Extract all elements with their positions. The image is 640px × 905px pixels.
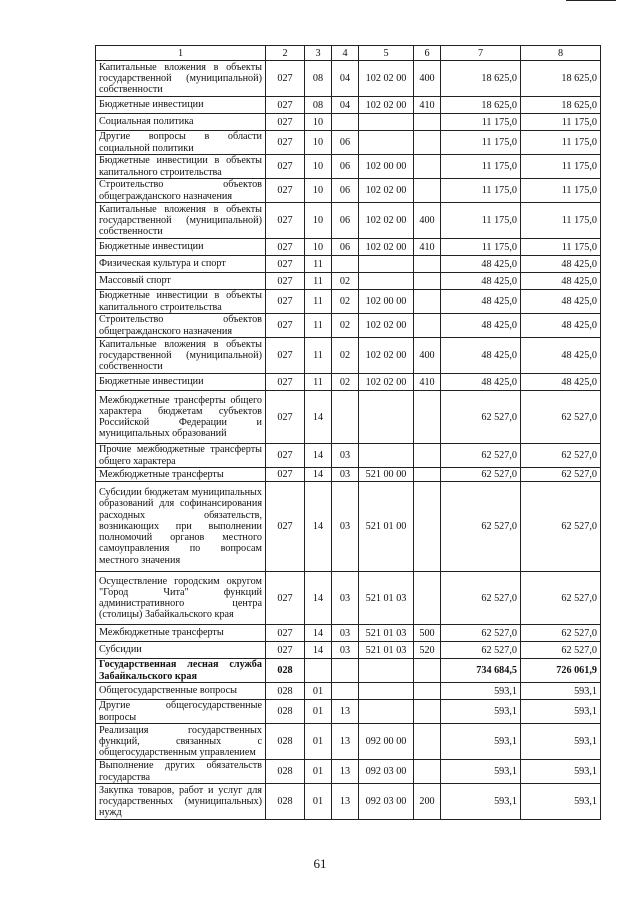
row-c8-cell: 11 175,0 (521, 239, 601, 256)
row-c4-cell: 02 (332, 290, 359, 314)
row-c5-cell: 521 01 03 (359, 625, 414, 642)
row-c5-cell: 092 00 00 (359, 724, 414, 760)
row-name-cell: Государственная лесная служба Забайкальского края (96, 659, 266, 683)
row-c3-cell: 01 (305, 784, 332, 820)
row-c5-cell (359, 131, 414, 155)
row-c7-cell: 62 527,0 (441, 572, 521, 625)
row-c5-cell (359, 700, 414, 724)
table-row (96, 155, 601, 179)
row-c4-cell: 04 (332, 97, 359, 114)
row-c2-cell: 027 (266, 482, 305, 572)
table-row (96, 179, 601, 203)
row-c2-cell: 027 (266, 155, 305, 179)
table-row (96, 61, 601, 97)
row-c8-cell: 62 527,0 (521, 642, 601, 659)
row-c3-cell: 01 (305, 724, 332, 760)
row-c2-cell: 027 (266, 239, 305, 256)
row-c6-cell (414, 256, 441, 273)
row-c6-cell (414, 659, 441, 683)
table-row (96, 314, 601, 338)
row-c8-cell: 593,1 (521, 760, 601, 784)
row-c7-cell: 48 425,0 (441, 338, 521, 374)
row-c4-cell: 03 (332, 642, 359, 659)
row-c5-cell: 102 02 00 (359, 179, 414, 203)
row-c7-cell: 48 425,0 (441, 273, 521, 290)
row-c6-cell: 410 (414, 374, 441, 391)
row-c5-cell: 521 01 03 (359, 642, 414, 659)
row-c3-cell: 10 (305, 114, 332, 131)
row-c8-cell: 593,1 (521, 724, 601, 760)
row-c6-cell: 400 (414, 61, 441, 97)
row-name-cell: Бюджетные инвестиции (96, 374, 266, 391)
row-c3-cell: 11 (305, 374, 332, 391)
row-c8-cell: 11 175,0 (521, 114, 601, 131)
row-name-cell: Прочие межбюджетные трансферты общего характера (96, 444, 266, 468)
table-row (96, 784, 601, 820)
row-name-cell: Строительство объектов общегражданского назначения (96, 314, 266, 338)
row-c5-cell: 102 02 00 (359, 374, 414, 391)
row-c8-cell: 62 527,0 (521, 391, 601, 444)
row-c4-cell: 02 (332, 273, 359, 290)
table-row (96, 482, 601, 572)
row-c2-cell: 027 (266, 273, 305, 290)
row-name-cell: Строительство объектов общегражданского назначения (96, 179, 266, 203)
row-c6-cell: 520 (414, 642, 441, 659)
table-row (96, 273, 601, 290)
row-c3-cell: 11 (305, 314, 332, 338)
row-c3-cell: 08 (305, 61, 332, 97)
row-c2-cell: 027 (266, 374, 305, 391)
row-c2-cell: 027 (266, 338, 305, 374)
row-c6-cell: 500 (414, 625, 441, 642)
row-c4-cell: 13 (332, 760, 359, 784)
row-c2-cell: 027 (266, 625, 305, 642)
row-c2-cell: 027 (266, 642, 305, 659)
table-row (96, 239, 601, 256)
table-row (96, 290, 601, 314)
row-c8-cell: 48 425,0 (521, 256, 601, 273)
row-c2-cell: 027 (266, 444, 305, 468)
row-c4-cell (332, 659, 359, 683)
row-c5-cell: 102 02 00 (359, 203, 414, 239)
row-c6-cell: 400 (414, 338, 441, 374)
row-c4-cell (332, 683, 359, 700)
row-name-cell: Межбюджетные трансферты (96, 625, 266, 642)
row-name-cell: Межбюджетные трансферты общего характера бюджетам субъектов Российской Федерации и муниципальных образований (96, 391, 266, 444)
page-number: 61 (313, 856, 327, 871)
row-c5-cell (359, 683, 414, 700)
row-c6-cell (414, 482, 441, 572)
table-row (96, 642, 601, 659)
row-c5-cell (359, 444, 414, 468)
row-c4-cell: 13 (332, 724, 359, 760)
row-name-cell: Бюджетные инвестиции (96, 239, 266, 256)
row-c5-cell (359, 114, 414, 131)
row-c2-cell: 027 (266, 256, 305, 273)
row-c5-cell (359, 273, 414, 290)
row-c4-cell: 06 (332, 131, 359, 155)
row-c3-cell: 01 (305, 760, 332, 784)
row-c2-cell: 027 (266, 131, 305, 155)
row-c4-cell: 04 (332, 61, 359, 97)
row-c8-cell: 62 527,0 (521, 468, 601, 482)
row-c2-cell: 028 (266, 700, 305, 724)
row-c6-cell (414, 468, 441, 482)
row-name-cell: Массовый спорт (96, 273, 266, 290)
row-c2-cell: 028 (266, 683, 305, 700)
row-c5-cell (359, 659, 414, 683)
row-c3-cell: 14 (305, 468, 332, 482)
header-cell: 5 (359, 46, 414, 61)
row-c7-cell: 11 175,0 (441, 203, 521, 239)
row-c5-cell: 521 01 03 (359, 572, 414, 625)
row-c2-cell: 027 (266, 179, 305, 203)
table-row (96, 374, 601, 391)
row-c6-cell (414, 444, 441, 468)
row-c7-cell: 593,1 (441, 700, 521, 724)
row-c2-cell: 027 (266, 203, 305, 239)
row-c6-cell (414, 760, 441, 784)
row-c8-cell: 62 527,0 (521, 444, 601, 468)
row-name-cell: Бюджетные инвестиции (96, 97, 266, 114)
row-c5-cell: 102 02 00 (359, 338, 414, 374)
row-c2-cell: 028 (266, 784, 305, 820)
row-c7-cell: 62 527,0 (441, 482, 521, 572)
row-c2-cell: 027 (266, 61, 305, 97)
row-c8-cell: 11 175,0 (521, 131, 601, 155)
row-name-cell: Общегосударственные вопросы (96, 683, 266, 700)
row-c6-cell (414, 273, 441, 290)
table-row (96, 391, 601, 444)
row-c7-cell: 734 684,5 (441, 659, 521, 683)
table-row (96, 203, 601, 239)
row-c6-cell: 200 (414, 784, 441, 820)
row-c3-cell: 11 (305, 256, 332, 273)
row-c2-cell: 027 (266, 97, 305, 114)
row-c8-cell: 11 175,0 (521, 179, 601, 203)
row-c3-cell: 14 (305, 391, 332, 444)
row-c7-cell: 11 175,0 (441, 131, 521, 155)
row-c7-cell: 593,1 (441, 760, 521, 784)
row-name-cell: Другие общегосударственные вопросы (96, 700, 266, 724)
row-c5-cell (359, 256, 414, 273)
row-c3-cell: 10 (305, 239, 332, 256)
table-row (96, 97, 601, 114)
row-c7-cell: 11 175,0 (441, 114, 521, 131)
row-c8-cell: 62 527,0 (521, 572, 601, 625)
row-c4-cell: 02 (332, 314, 359, 338)
row-name-cell: Бюджетные инвестиции в объекты капитального строительства (96, 155, 266, 179)
row-c7-cell: 18 625,0 (441, 61, 521, 97)
row-c5-cell: 092 03 00 (359, 784, 414, 820)
row-c6-cell (414, 700, 441, 724)
row-c6-cell (414, 155, 441, 179)
row-c4-cell: 03 (332, 482, 359, 572)
row-name-cell: Капитальные вложения в объекты государственной (муниципальной) собственности (96, 203, 266, 239)
header-cell: 7 (441, 46, 521, 61)
row-c5-cell: 102 00 00 (359, 155, 414, 179)
row-c6-cell: 410 (414, 239, 441, 256)
row-c6-cell (414, 314, 441, 338)
row-c2-cell: 028 (266, 659, 305, 683)
header-cell: 3 (305, 46, 332, 61)
row-c6-cell (414, 572, 441, 625)
row-c3-cell: 10 (305, 203, 332, 239)
row-c5-cell: 102 02 00 (359, 97, 414, 114)
row-name-cell: Другие вопросы в области социальной политики (96, 131, 266, 155)
row-c4-cell: 13 (332, 700, 359, 724)
row-name-cell: Выполнение других обязательств государства (96, 760, 266, 784)
header-cell: 1 (96, 46, 266, 61)
row-c4-cell (332, 391, 359, 444)
row-c8-cell: 48 425,0 (521, 290, 601, 314)
row-name-cell: Субсидии (96, 642, 266, 659)
row-c8-cell: 593,1 (521, 700, 601, 724)
table-row (96, 256, 601, 273)
row-name-cell: Капитальные вложения в объекты государственной (муниципальной) собственности (96, 338, 266, 374)
row-c2-cell: 027 (266, 114, 305, 131)
row-c4-cell: 13 (332, 784, 359, 820)
row-c4-cell: 03 (332, 468, 359, 482)
row-c8-cell: 593,1 (521, 784, 601, 820)
row-c6-cell (414, 724, 441, 760)
table-row (96, 683, 601, 700)
row-c3-cell: 08 (305, 97, 332, 114)
row-c3-cell: 14 (305, 572, 332, 625)
row-c3-cell: 10 (305, 131, 332, 155)
row-c8-cell: 593,1 (521, 683, 601, 700)
row-c6-cell: 410 (414, 97, 441, 114)
row-c7-cell: 593,1 (441, 784, 521, 820)
header-cell: 8 (521, 46, 601, 61)
row-c7-cell: 62 527,0 (441, 444, 521, 468)
row-c5-cell (359, 391, 414, 444)
row-c4-cell: 02 (332, 338, 359, 374)
row-c3-cell: 10 (305, 155, 332, 179)
row-c2-cell: 027 (266, 572, 305, 625)
row-c5-cell: 521 00 00 (359, 468, 414, 482)
table-row (96, 444, 601, 468)
row-c7-cell: 11 175,0 (441, 155, 521, 179)
budget-table (95, 45, 601, 820)
row-c3-cell (305, 659, 332, 683)
row-c5-cell: 521 01 00 (359, 482, 414, 572)
row-c8-cell: 18 625,0 (521, 97, 601, 114)
row-c7-cell: 48 425,0 (441, 290, 521, 314)
row-c3-cell: 11 (305, 290, 332, 314)
row-name-cell: Физическая культура и спорт (96, 256, 266, 273)
table-row (96, 338, 601, 374)
row-c8-cell: 48 425,0 (521, 338, 601, 374)
row-c5-cell: 102 02 00 (359, 239, 414, 256)
row-c6-cell (414, 391, 441, 444)
row-c6-cell (414, 683, 441, 700)
row-c8-cell: 62 527,0 (521, 625, 601, 642)
row-c7-cell: 11 175,0 (441, 239, 521, 256)
row-c6-cell (414, 179, 441, 203)
row-c5-cell: 102 00 00 (359, 290, 414, 314)
row-c7-cell: 48 425,0 (441, 374, 521, 391)
row-c8-cell: 48 425,0 (521, 273, 601, 290)
row-c3-cell: 01 (305, 683, 332, 700)
row-name-cell: Социальная политика (96, 114, 266, 131)
row-c6-cell (414, 131, 441, 155)
row-c4-cell: 06 (332, 155, 359, 179)
row-c7-cell: 62 527,0 (441, 625, 521, 642)
header-cell: 2 (266, 46, 305, 61)
row-c8-cell: 18 625,0 (521, 61, 601, 97)
row-c7-cell: 593,1 (441, 724, 521, 760)
row-c3-cell: 10 (305, 179, 332, 203)
row-c8-cell: 48 425,0 (521, 314, 601, 338)
row-c7-cell: 11 175,0 (441, 179, 521, 203)
row-c6-cell: 400 (414, 203, 441, 239)
row-c4-cell: 06 (332, 239, 359, 256)
header-row (96, 46, 601, 61)
row-c7-cell: 62 527,0 (441, 391, 521, 444)
row-c4-cell: 06 (332, 203, 359, 239)
row-c6-cell (414, 290, 441, 314)
row-name-cell: Закупка товаров, работ и услуг для государственных (муниципальных) нужд (96, 784, 266, 820)
row-c3-cell: 14 (305, 642, 332, 659)
table-row (96, 700, 601, 724)
row-c2-cell: 027 (266, 314, 305, 338)
table-row (96, 468, 601, 482)
row-c7-cell: 48 425,0 (441, 256, 521, 273)
row-name-cell: Осуществление городским округом "Город Чита" функций административного центра (столицы) Забайкальского края (96, 572, 266, 625)
row-c4-cell (332, 114, 359, 131)
row-c3-cell: 01 (305, 700, 332, 724)
header-cell: 6 (414, 46, 441, 61)
row-c5-cell: 092 03 00 (359, 760, 414, 784)
table-row (96, 724, 601, 760)
row-c8-cell: 62 527,0 (521, 482, 601, 572)
row-c2-cell: 028 (266, 760, 305, 784)
table-row (96, 625, 601, 642)
table-row (96, 114, 601, 131)
row-name-cell: Бюджетные инвестиции в объекты капитального строительства (96, 290, 266, 314)
row-c7-cell: 62 527,0 (441, 642, 521, 659)
row-name-cell: Капитальные вложения в объекты государственной (муниципальной) собственности (96, 61, 266, 97)
row-name-cell: Межбюджетные трансферты (96, 468, 266, 482)
table-row (96, 131, 601, 155)
row-c2-cell: 027 (266, 468, 305, 482)
table-row (96, 760, 601, 784)
row-c3-cell: 14 (305, 625, 332, 642)
row-c4-cell: 03 (332, 625, 359, 642)
row-c5-cell: 102 02 00 (359, 314, 414, 338)
table-row (96, 659, 601, 683)
row-c8-cell: 48 425,0 (521, 374, 601, 391)
row-c8-cell: 11 175,0 (521, 203, 601, 239)
row-c7-cell: 62 527,0 (441, 468, 521, 482)
row-c3-cell: 14 (305, 444, 332, 468)
row-c7-cell: 18 625,0 (441, 97, 521, 114)
row-c3-cell: 11 (305, 338, 332, 374)
row-c4-cell: 03 (332, 444, 359, 468)
row-c7-cell: 593,1 (441, 683, 521, 700)
top-rule (566, 0, 616, 2)
row-c4-cell (332, 256, 359, 273)
header-cell: 4 (332, 46, 359, 61)
row-c5-cell: 102 02 00 (359, 61, 414, 97)
table-row (96, 572, 601, 625)
row-c2-cell: 028 (266, 724, 305, 760)
row-c3-cell: 11 (305, 273, 332, 290)
row-c2-cell: 027 (266, 391, 305, 444)
row-name-cell: Реализация государственных функций, связанных с общегосударственным управлением (96, 724, 266, 760)
row-name-cell: Субсидии бюджетам муниципальных образований для софинансирования расходных обязательств, возникающих при выполнении полномочий органов местного самоуправления по вопросам местного значения (96, 482, 266, 572)
row-c4-cell: 06 (332, 179, 359, 203)
row-c3-cell: 14 (305, 482, 332, 572)
row-c8-cell: 11 175,0 (521, 155, 601, 179)
row-c4-cell: 03 (332, 572, 359, 625)
row-c4-cell: 02 (332, 374, 359, 391)
row-c6-cell (414, 114, 441, 131)
row-c7-cell: 48 425,0 (441, 314, 521, 338)
row-c8-cell: 726 061,9 (521, 659, 601, 683)
row-c2-cell: 027 (266, 290, 305, 314)
